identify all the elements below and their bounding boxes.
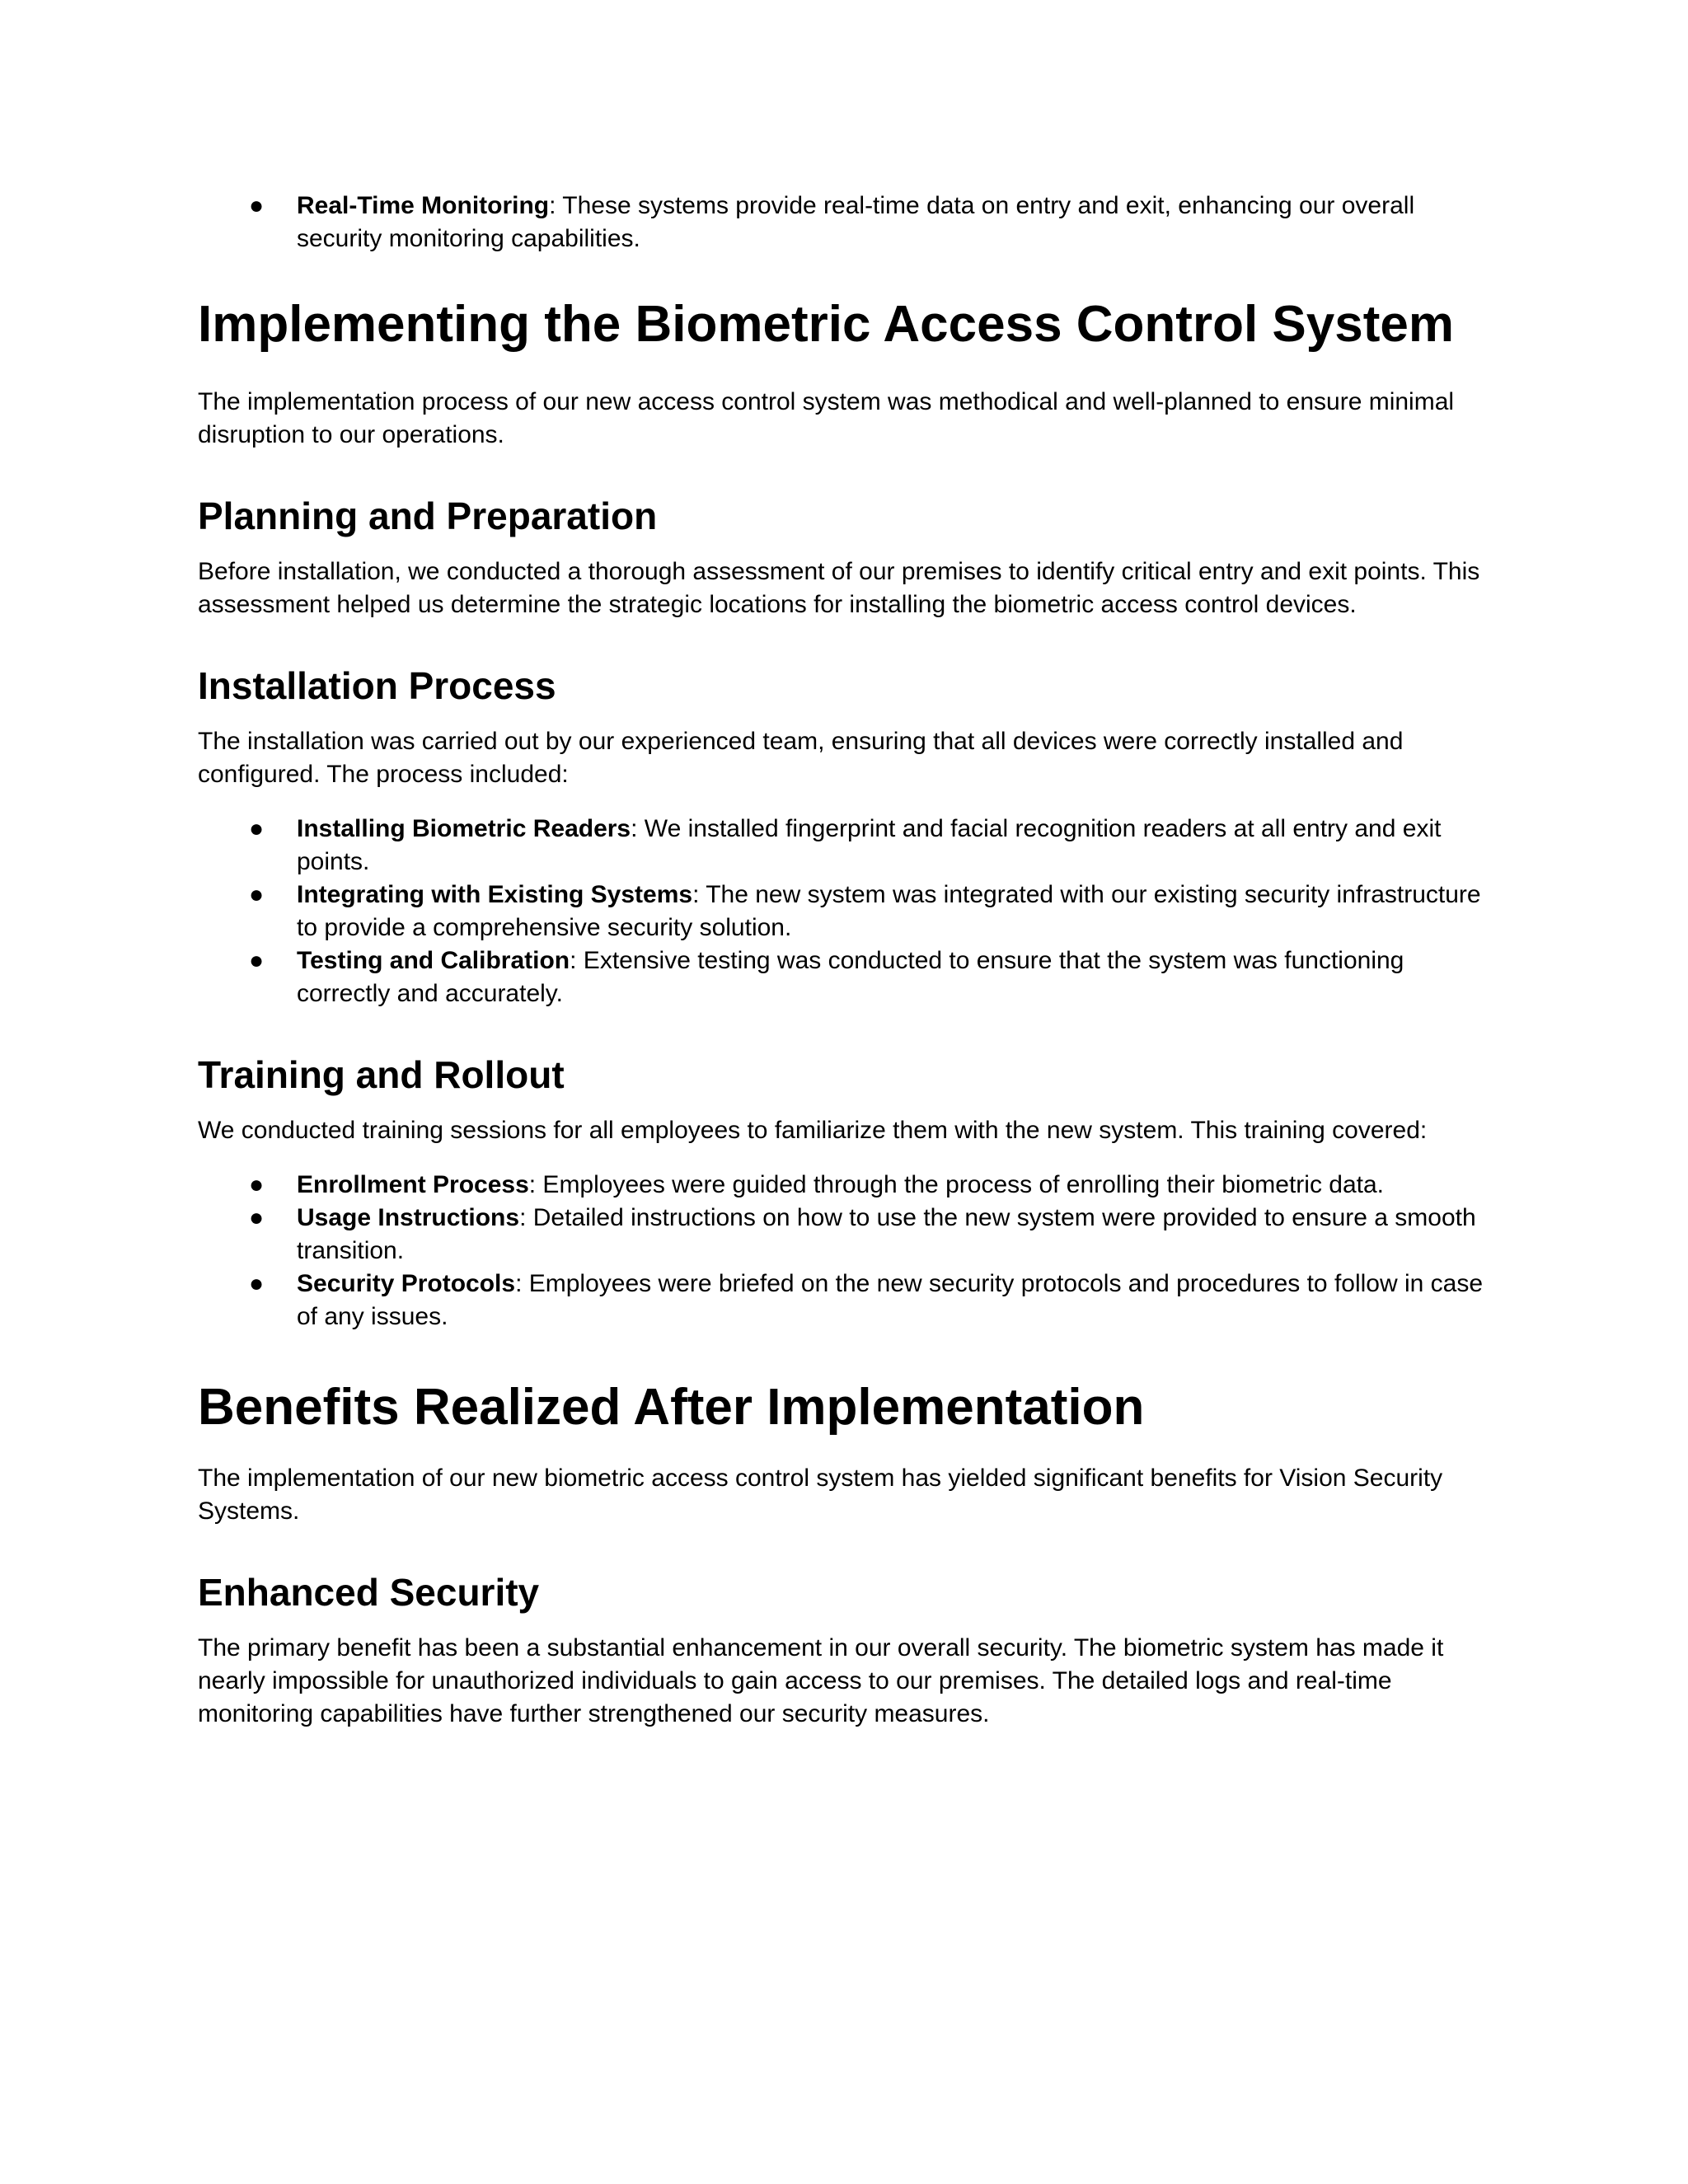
- list-item: [198, 813, 1484, 879]
- bullet-icon: ●: [249, 192, 265, 219]
- list-item-term: Testing and Calibration: [297, 947, 570, 974]
- list-item-text: : Employees were guided through the process of enrolling their biometric data.: [528, 1171, 1385, 1198]
- intro-bullet-list: [198, 190, 1484, 255]
- list-item-text: : These systems provide real-time data on entry and exit, enhancing our overall security monitoring capabilities.: [297, 192, 1415, 252]
- list-item: [198, 944, 1484, 1010]
- bullet-icon: ●: [249, 881, 265, 908]
- list-item-term: Installing Biometric Readers: [297, 815, 631, 842]
- installation-paragraph: The installation was carried out by our experienced team, ensuring that all devices were correctly installed and configured. The process included:: [198, 728, 1404, 788]
- bullet-icon: ●: [249, 1171, 265, 1198]
- training-bullet-list: [198, 1169, 1500, 1333]
- list-item-term: Enrollment Process: [297, 1171, 529, 1198]
- list-item-term: Real-Time Monitoring: [297, 192, 550, 219]
- list-item: [198, 1169, 1500, 1202]
- list-item: [198, 1268, 1500, 1333]
- list-item-text: : The new system was integrated with our existing security infrastructure to provide a comprehensive security solution.: [297, 881, 1481, 941]
- bullet-icon: ●: [249, 1270, 265, 1297]
- planning-paragraph: Before installation, we conducted a thorough assessment of our premises to identify critical entry and exit points. This assessment helped us determine the strategic locations for installing the biometric access control devices.: [198, 558, 1480, 618]
- section-heading-benefits: Benefits Realized After Implementation: [198, 1379, 1145, 1436]
- list-item-text: : Employees were briefed on the new security protocols and procedures to follow in case of any issues.: [297, 1270, 1484, 1330]
- list-item-term: Security Protocols: [297, 1270, 516, 1297]
- subheading-installation: Installation Process: [198, 664, 556, 707]
- list-item: [198, 1202, 1500, 1268]
- benefits-paragraph: The implementation of our new biometric access control system has yielded significant benefits for Vision Security Systems.: [198, 1465, 1443, 1525]
- list-item-text: : We installed fingerprint and facial recognition readers at all entry and exit points.: [297, 815, 1442, 875]
- training-paragraph: We conducted training sessions for all employees to familiarize them with the new system. This training covered:: [198, 1117, 1428, 1144]
- list-item-term: Integrating with Existing Systems: [297, 881, 693, 908]
- subheading-training: Training and Rollout: [198, 1053, 565, 1096]
- bullet-icon: ●: [249, 815, 265, 842]
- installation-bullet-list: [198, 813, 1484, 1010]
- enhanced-security-paragraph: The primary benefit has been a substantial enhancement in our overall security. The biometric system has made it nearly impossible for unauthorized individuals to gain access to our premises. The detailed logs and real-time monitoring capabilities have further strengthened our security measures.: [198, 1634, 1444, 1727]
- subheading-planning: Planning and Preparation: [198, 494, 658, 537]
- list-item: [198, 879, 1484, 944]
- list-item-text: : Extensive testing was conducted to ensure that the system was functioning correctly and accurately.: [297, 947, 1404, 1007]
- document-page: [198, 190, 1500, 1731]
- list-item: [198, 190, 1484, 255]
- section-heading-implementing: Implementing the Biometric Access Control System: [198, 296, 1454, 353]
- implementing-paragraph: The implementation process of our new access control system was methodical and well-planned to ensure minimal disruption to our operations.: [198, 388, 1455, 448]
- subheading-enhanced-security: Enhanced Security: [198, 1571, 540, 1614]
- list-item-text: : Detailed instructions on how to use the new system were provided to ensure a smooth transition.: [297, 1204, 1476, 1264]
- bullet-icon: ●: [249, 1204, 265, 1231]
- bullet-icon: ●: [249, 947, 265, 974]
- list-item-term: Usage Instructions: [297, 1204, 520, 1231]
